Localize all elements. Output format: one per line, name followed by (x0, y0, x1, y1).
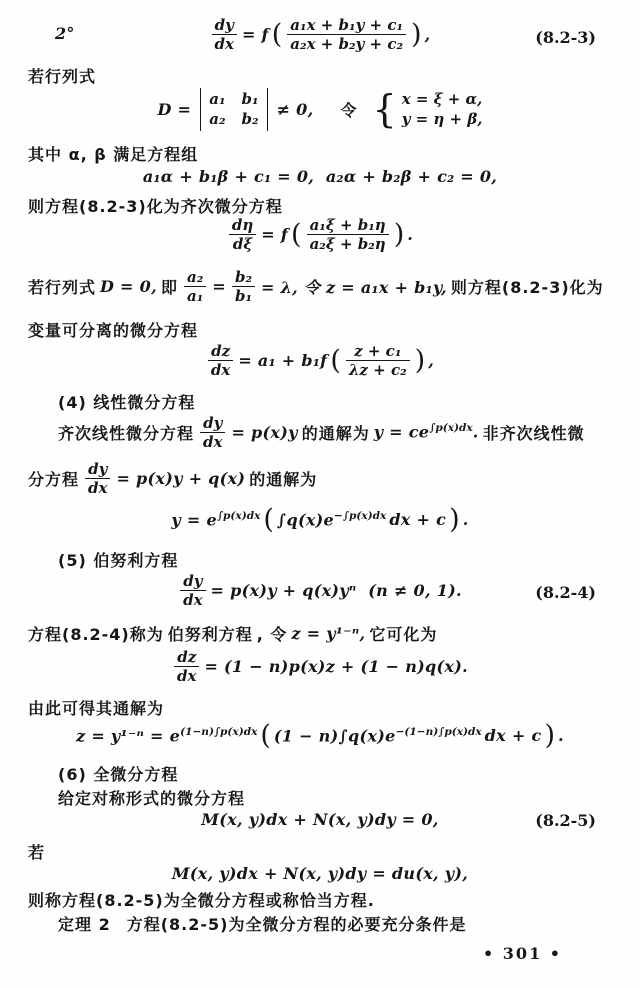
text: 则称方程(8.2-5)为 (28, 891, 181, 910)
right-paren: ) (544, 720, 556, 751)
equation-eta-row (0, 216, 640, 262)
operator: = f (261, 225, 289, 244)
paragraph-where (28, 142, 640, 165)
paragraph-symmetric-form (58, 786, 640, 809)
text: 则方程(8.2-3)化为齐次微分方程 (28, 197, 283, 216)
equation-8-2-5-row (0, 810, 640, 834)
formula-8-2-4 (178, 572, 462, 609)
paragraph-general-solution (28, 696, 640, 719)
paragraph-theorem-2 (58, 912, 640, 935)
left-paren: ( (271, 19, 283, 50)
math-run (274, 726, 482, 745)
cell: b₂ (241, 110, 259, 129)
base: z = y¹⁻ⁿ = e (76, 726, 181, 746)
text: 的通解为 (301, 423, 370, 443)
math-run: z = y¹⁻ⁿ, (291, 624, 366, 643)
equation-bernoulli-row (0, 648, 640, 692)
equation-tag: (8.2-5) (535, 811, 596, 830)
operator: = a₁ + b₁f (238, 351, 328, 370)
math-run (374, 422, 479, 441)
formula-8-2-5: M(x, y)dx + N(x, y)dy = 0, (201, 810, 439, 829)
section-5-heading (58, 548, 640, 571)
fraction-b2-b1 (232, 268, 255, 305)
text: 方程(8.2-5)为全微分方程的必要充分条件是 (126, 915, 467, 934)
formula-eta (227, 216, 413, 253)
math-run: = (1 − n)p(x)z + (1 − n)q(x). (204, 657, 468, 676)
right-paren: ) (414, 345, 426, 376)
left-paren: ( (291, 219, 302, 250)
section-6-heading (58, 762, 640, 785)
base: ∫q(x)e (276, 510, 335, 530)
exponent: −(1−n)∫p(x)dx (395, 725, 482, 738)
numerator: dz (208, 342, 233, 361)
fraction-a2-a1 (184, 268, 206, 305)
text: 它可化为 (369, 625, 438, 644)
math-run: = p(x)y + q(x) (116, 468, 246, 488)
equation-linear-solution-row (0, 506, 640, 542)
determinant-formula (157, 88, 482, 131)
equation-tag: (8.2-4) (535, 583, 596, 602)
paragraph-separable (28, 318, 640, 341)
denominator: dx (210, 361, 231, 379)
punctuation: . (558, 726, 564, 745)
numerator: z + c₁ (346, 342, 410, 361)
punctuation: , (428, 351, 435, 370)
determinant-row (0, 88, 640, 140)
text: 若行列式 (28, 67, 97, 86)
equation-du-row (0, 864, 640, 888)
heading-text: (6) 全微分方程 (58, 765, 179, 784)
numerator: dy (200, 414, 225, 433)
denominator: dx (203, 432, 223, 451)
text: 分方程 (28, 469, 80, 489)
math-run (277, 510, 386, 529)
text: 则方程(8.2-3)化为 (450, 277, 604, 297)
fraction-dy-dx (200, 414, 225, 451)
text: 非齐次线性微 (482, 423, 585, 443)
punctuation: . (407, 225, 414, 244)
denominator: a₂ξ + b₂η (309, 235, 386, 253)
heading-text: (5) 伯努利方程 (58, 551, 179, 570)
denominator: λz + c₂ (348, 361, 407, 379)
numerator: b₂ (232, 268, 255, 287)
numerator: dη (229, 216, 256, 235)
math-run: = p(x)y (231, 422, 298, 442)
paragraph-if (28, 840, 640, 863)
base: y = ce (373, 422, 430, 442)
left-brace: { (372, 87, 397, 132)
bold-term: 全微分方程 (180, 891, 266, 910)
equation-alpha-beta-row (0, 167, 640, 187)
determinant-matrix (200, 88, 267, 131)
exponent: ∫p(x)dx (429, 422, 473, 435)
matrix-row (209, 109, 258, 129)
numerator: dz (174, 648, 199, 667)
fraction-rhs (287, 16, 406, 53)
denominator: a₁ (186, 286, 204, 305)
text: 给定对称形式的微分方程 (58, 789, 246, 808)
equation-tag: (8.2-3) (535, 28, 596, 47)
fraction-deta-dxi (229, 216, 256, 253)
exponent: −∫p(x)dx (334, 509, 387, 522)
not-equal-zero: ≠ 0, (276, 99, 314, 119)
operator: = (212, 276, 226, 296)
cell: a₂ (209, 110, 226, 129)
formula-bernoulli (172, 648, 468, 685)
text: 由此可得其通解为 (28, 699, 165, 718)
equation-bernoulli-solution-row (0, 722, 640, 760)
paragraph-exact-equation (28, 888, 640, 911)
lhs: D = (157, 99, 192, 119)
case-2: y = η + β, (401, 110, 483, 129)
text: 若行列式 (28, 277, 97, 297)
base: y = e (171, 510, 217, 530)
formula-8-2-3 (210, 16, 431, 53)
paragraph-determinant (28, 64, 640, 87)
let-text: 令 (340, 100, 358, 120)
denominator: dx (214, 35, 234, 53)
exponent: (1−n)∫p(x)dx (180, 725, 258, 738)
fraction-dz-dx (208, 342, 233, 379)
numerator: dy (212, 16, 237, 35)
operator: = f (241, 25, 269, 44)
math-run: D = 0, (100, 276, 157, 296)
text: 其中 α, β 满足方程组 (28, 145, 199, 164)
paragraph-linear-1 (58, 412, 626, 452)
numerator: a₁x + b₁y + c₁ (287, 16, 406, 35)
item-number: 2° (55, 24, 75, 43)
page-number: • 301 • (483, 944, 562, 963)
paragraph-d-zero (28, 266, 622, 306)
punctuation: . (462, 510, 469, 529)
denominator: dx (183, 591, 203, 609)
formula-bernoulli-solution (76, 722, 564, 749)
right-paren: ) (449, 504, 460, 535)
formula-separable (206, 342, 434, 379)
text: 或称 (265, 891, 300, 910)
numerator: a₁ξ + b₁η (307, 216, 389, 235)
cell: b₁ (241, 90, 259, 108)
text: 即 (160, 277, 178, 297)
fraction-rhs (346, 342, 410, 379)
formula-alpha-beta: a₁α + b₁β + c₁ = 0, a₂α + b₂β + c₂ = 0, (142, 167, 498, 186)
numerator: a₂ (184, 268, 206, 287)
formula-du: M(x, y)dx + N(x, y)dy = du(x, y), (171, 864, 469, 883)
denominator: dx (88, 478, 108, 497)
text: . (367, 891, 375, 910)
math-run: = λ, 令 z = a₁x + b₁y, (261, 277, 447, 297)
text: , 令 (256, 625, 288, 644)
text: 变量可分离的微分方程 (28, 321, 199, 340)
fraction-dy-dx (180, 572, 205, 609)
equation-8-2-4-row (0, 572, 640, 616)
denominator: dξ (232, 235, 253, 253)
punctuation: . (472, 422, 479, 442)
math-run (76, 726, 257, 745)
math-run: dx + c (484, 726, 542, 745)
fraction-dy-dx (85, 460, 110, 497)
fraction-dz-dx (174, 648, 199, 685)
bold-term: 恰当方程 (299, 891, 368, 910)
text: 的通解为 (249, 469, 318, 489)
left-paren: ( (330, 345, 341, 376)
case-system (402, 89, 483, 130)
right-paren: ) (411, 19, 422, 50)
fraction-rhs (307, 216, 389, 253)
right-paren: ) (393, 219, 405, 250)
text: 方程(8.2-4)称为 (28, 625, 164, 644)
denominator: dx (177, 667, 197, 685)
fraction-dy-dx (212, 16, 237, 53)
numerator: dy (85, 460, 110, 479)
matrix-row (209, 89, 258, 109)
text: 若 (28, 843, 46, 862)
section-4-heading (58, 390, 640, 413)
equation-8-2-3-row (0, 16, 640, 62)
equation-separable-row (0, 342, 640, 388)
formula-linear-solution (171, 506, 468, 533)
denominator: a₂x + b₂y + c₂ (290, 35, 404, 53)
math-run: dx + c (389, 510, 447, 529)
heading-text: (4) 线性微分方程 (58, 393, 196, 412)
left-paren: ( (260, 720, 271, 751)
theorem-label: 定理 2 (58, 915, 111, 934)
math-run (171, 510, 260, 529)
bold-term: 伯努利方程 (167, 625, 253, 644)
paragraph-then-homogeneous (28, 194, 640, 217)
paragraph-linear-2 (28, 458, 640, 498)
numerator: dy (180, 572, 205, 591)
case-1: x = ξ + α, (401, 90, 483, 108)
text: 齐次线性微分方程 (58, 423, 195, 443)
left-paren: ( (263, 504, 274, 535)
cell: a₁ (209, 90, 226, 108)
denominator: b₁ (234, 286, 253, 305)
paragraph-bernoulli (28, 622, 640, 645)
punctuation: , (424, 25, 431, 44)
math-run: = p(x)y + q(x)yⁿ (n ≠ 0, 1). (210, 581, 462, 600)
exponent: ∫p(x)dx (216, 509, 261, 522)
base: (1 − n)∫q(x)e (273, 726, 396, 746)
